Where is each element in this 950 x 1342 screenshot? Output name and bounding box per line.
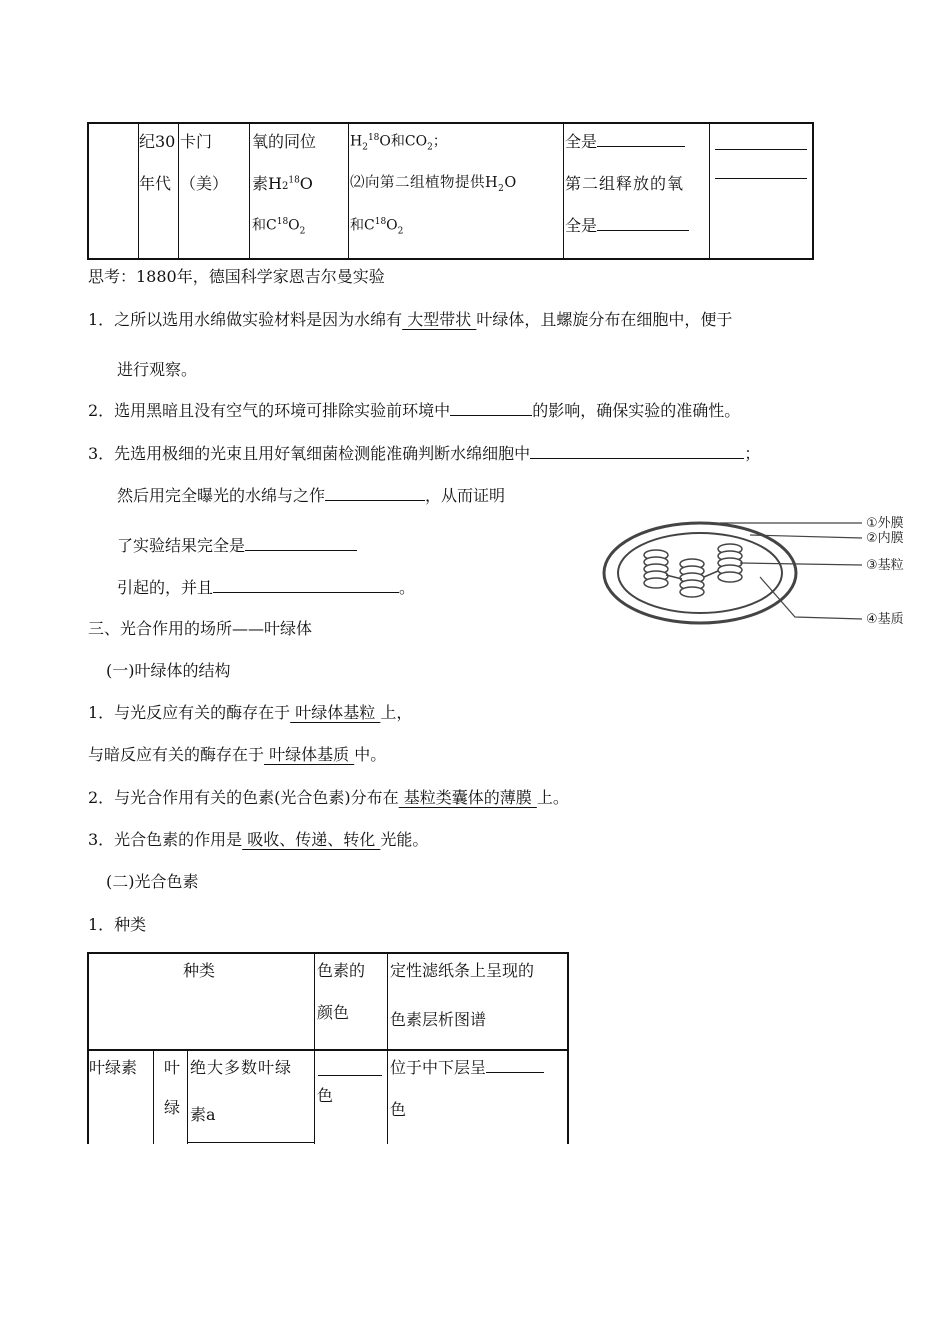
chloroplast-diagram [600, 505, 920, 635]
think-heading: 思考：1880年，德国科学家恩吉尔曼实验 [88, 267, 385, 286]
person-line-2: （美） [180, 174, 229, 193]
era-line-2: 年代 [139, 174, 172, 193]
header-spectrum-1: 定性滤纸条上呈现的 [390, 961, 535, 980]
procedure-line-2: ⑵向第二组植物提供$H_2O$ [350, 175, 517, 194]
answer-stroma: 叶绿体基质 [264, 745, 355, 764]
conclusion-blank-1[interactable] [715, 149, 807, 150]
header-spectrum-2: 色素层析图谱 [390, 1010, 487, 1029]
procedure-line-1: $H_2^{18}O$和$CO_2$； [350, 133, 447, 153]
structure-item-1b: 与暗反应有关的酶存在于 叶绿体基质 中。 [88, 745, 387, 764]
kinds-heading: 1．种类 [88, 915, 147, 934]
row-color-suffix: 色 [317, 1086, 334, 1105]
label-outer-membrane: ①外膜 [866, 516, 904, 531]
label-grana: ③基粒 [866, 558, 904, 573]
header-color-2: 颜色 [317, 1003, 350, 1022]
structure-item-1: 1．与光反应有关的酶存在于 叶绿体基粒 上， [88, 703, 413, 722]
label-stroma: ④基质 [866, 612, 904, 627]
conclusion-blank-2[interactable] [715, 178, 807, 179]
person-line-1: 卡门 [180, 132, 213, 151]
blank-q2[interactable] [450, 414, 532, 416]
question-2: 2．选用黑暗且没有空气的环境可排除实验前环境中 的影响，确保实验的准确性。 [88, 401, 741, 420]
label-inner-membrane: ②内膜 [866, 531, 904, 546]
result-line-2: 第二组释放的氧 [565, 174, 685, 193]
row-ye-2: 绿 [164, 1098, 181, 1117]
row-subtype-2: 素a [190, 1105, 216, 1124]
experiment-table [87, 122, 814, 260]
blank-q3d[interactable] [213, 591, 399, 593]
question-1-cont: 进行观察。 [117, 360, 198, 379]
question-1: 1．之所以选用水绵做实验材料是因为水绵有 大型带状 叶绿体，且螺旋分布在细胞中，便于 [88, 310, 733, 329]
row-ye-1: 叶 [164, 1058, 181, 1077]
result-line-1: 全是 [565, 134, 685, 150]
question-3-line4: 引起的，并且 。 [117, 578, 416, 597]
subsection-pigments: (二)光合色素 [106, 872, 199, 891]
subsection-structure: (一)叶绿体的结构 [106, 661, 231, 680]
answer-grana: 叶绿体基粒 [290, 703, 381, 722]
method-line-2: 素$H2^{18}O$ [252, 174, 313, 193]
method-line-1: 氧的同位 [252, 132, 317, 151]
blank-color[interactable] [318, 1075, 382, 1076]
structure-item-2: 2．与光合作用有关的色素(光合色素)分布在 基粒类囊体的薄膜 上。 [88, 788, 569, 807]
row-subtype-1: 绝大多数叶绿 [190, 1058, 293, 1077]
header-color-1: 色素的 [317, 961, 366, 980]
row-spectrum-suffix: 色 [390, 1100, 407, 1119]
blank-q3a[interactable] [530, 457, 744, 459]
answer-pigment-role: 吸收、传递、转化 [242, 830, 381, 849]
blank-q3b[interactable] [325, 499, 425, 501]
row-spectrum: 位于中下层呈 [390, 1060, 544, 1076]
row-chlorophyll: 叶绿素 [89, 1058, 138, 1077]
header-kind: 种类 [183, 961, 216, 980]
answer-1: 大型带状 [402, 310, 477, 329]
pigment-table [87, 952, 569, 1144]
question-3-line3: 了实验结果完全是 [117, 538, 357, 554]
procedure-line-3: 和$C^{18}O_2$ [350, 217, 404, 237]
blank-q3c[interactable] [245, 549, 357, 551]
method-line-3: 和$C^{18}O_2$ [252, 217, 306, 237]
answer-thylakoid: 基粒类囊体的薄膜 [398, 788, 537, 807]
era-line-1: 纪30 [139, 132, 176, 151]
blank-spectrum[interactable] [486, 1071, 544, 1073]
question-3-line2: 然后用完全曝光的水绵与之作 ，从而证明 [117, 486, 506, 505]
question-3: 3．先选用极细的光束且用好氧细菌检测能准确判断水绵细胞中 ； [88, 444, 761, 463]
section-3-heading: 三、光合作用的场所——叶绿体 [88, 619, 313, 638]
structure-item-3: 3．光合色素的作用是 吸收、传递、转化 光能。 [88, 830, 429, 849]
result-line-3: 全是 [565, 218, 689, 234]
